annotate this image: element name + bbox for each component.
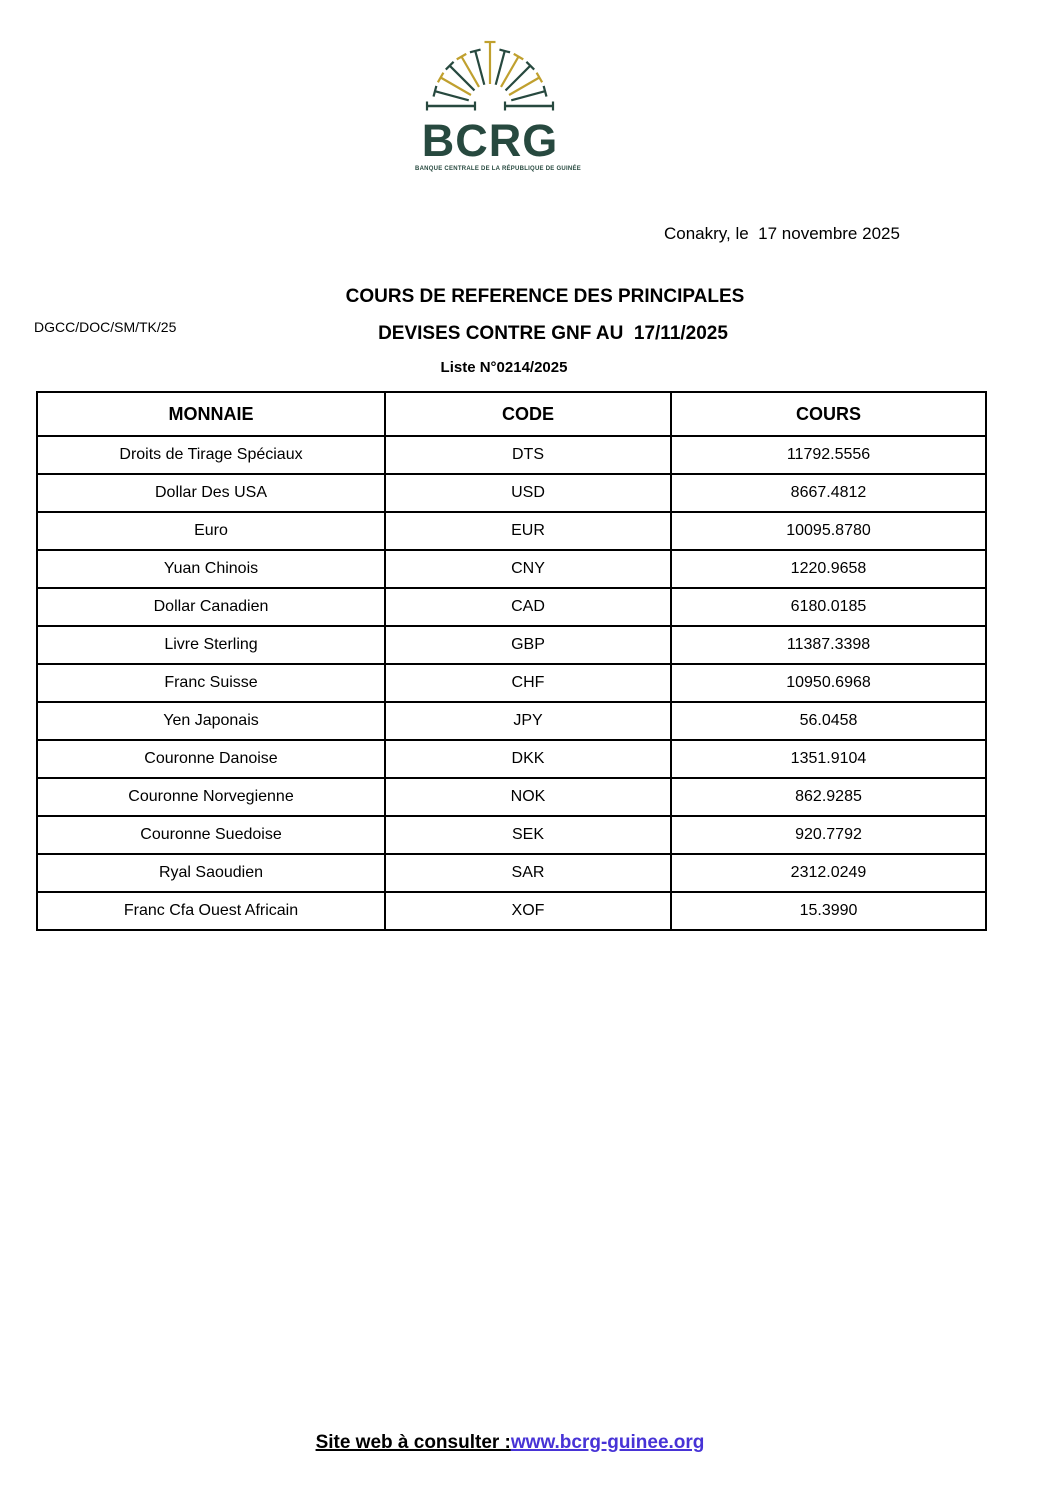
cell-cours: 15.3990	[671, 892, 986, 930]
cell-cours: 2312.0249	[671, 854, 986, 892]
cell-monnaie: Euro	[37, 512, 385, 550]
cell-monnaie: Couronne Suedoise	[37, 816, 385, 854]
cell-monnaie: Yuan Chinois	[37, 550, 385, 588]
cell-code: NOK	[385, 778, 671, 816]
table-row	[37, 474, 986, 512]
cell-code: CNY	[385, 550, 671, 588]
table-row	[37, 664, 986, 702]
column-header-cours: COURS	[671, 392, 986, 436]
cell-monnaie: Couronne Norvegienne	[37, 778, 385, 816]
cell-cours: 10095.8780	[671, 512, 986, 550]
table-row	[37, 854, 986, 892]
cell-cours: 11387.3398	[671, 626, 986, 664]
bcrg-logo-fan-icon	[415, 26, 565, 116]
column-header-monnaie: MONNAIE	[37, 392, 385, 436]
table-row	[37, 892, 986, 930]
cell-cours: 920.7792	[671, 816, 986, 854]
cell-code: XOF	[385, 892, 671, 930]
cell-code: DKK	[385, 740, 671, 778]
table-header-row	[37, 392, 986, 436]
cell-code: USD	[385, 474, 671, 512]
cell-monnaie: Couronne Danoise	[37, 740, 385, 778]
bcrg-logo	[415, 26, 581, 172]
document-reference: DGCC/DOC/SM/TK/25	[34, 319, 177, 335]
cell-code: JPY	[385, 702, 671, 740]
cell-monnaie: Livre Sterling	[37, 626, 385, 664]
cell-cours: 8667.4812	[671, 474, 986, 512]
table-row	[37, 436, 986, 474]
cell-cours: 1351.9104	[671, 740, 986, 778]
cell-code: CAD	[385, 588, 671, 626]
logo-tagline: BANQUE CENTRALE DE LA RÉPUBLIQUE DE GUINÉE	[415, 166, 581, 172]
table-row	[37, 816, 986, 854]
list-number: Liste N°0214/2025	[440, 359, 568, 376]
title-line-1: COURS DE REFERENCE DES PRINCIPALES	[345, 286, 745, 307]
footer-label: Site web à consulter :	[315, 1432, 511, 1453]
title-line-2: DEVISES CONTRE GNF AU 17/11/2025	[378, 323, 728, 344]
cell-cours: 862.9285	[671, 778, 986, 816]
cell-monnaie: Ryal Saoudien	[37, 854, 385, 892]
cell-code: EUR	[385, 512, 671, 550]
cell-code: DTS	[385, 436, 671, 474]
footer	[0, 1432, 1058, 1454]
cell-monnaie: Franc Cfa Ouest Africain	[37, 892, 385, 930]
cell-cours: 56.0458	[671, 702, 986, 740]
cell-cours: 11792.5556	[671, 436, 986, 474]
table-row	[37, 702, 986, 740]
cell-monnaie: Droits de Tirage Spéciaux	[37, 436, 385, 474]
cell-code: SEK	[385, 816, 671, 854]
table-row	[37, 778, 986, 816]
cell-monnaie: Franc Suisse	[37, 664, 385, 702]
cell-cours: 1220.9658	[671, 550, 986, 588]
logo-acronym: BCRG	[421, 115, 559, 166]
table-row	[37, 588, 986, 626]
cell-monnaie: Dollar Des USA	[37, 474, 385, 512]
cell-cours: 10950.6968	[671, 664, 986, 702]
rates-table	[36, 391, 987, 931]
cell-monnaie: Yen Japonais	[37, 702, 385, 740]
date-line: Conakry, le 17 novembre 2025	[664, 224, 900, 243]
table-row	[37, 740, 986, 778]
cell-code: GBP	[385, 626, 671, 664]
cell-code: SAR	[385, 854, 671, 892]
footer-link[interactable]: www.bcrg-guinee.org	[510, 1432, 705, 1453]
cell-monnaie: Dollar Canadien	[37, 588, 385, 626]
cell-code: CHF	[385, 664, 671, 702]
table-row	[37, 512, 986, 550]
table-row	[37, 550, 986, 588]
table-row	[37, 626, 986, 664]
cell-cours: 6180.0185	[671, 588, 986, 626]
column-header-code: CODE	[385, 392, 671, 436]
